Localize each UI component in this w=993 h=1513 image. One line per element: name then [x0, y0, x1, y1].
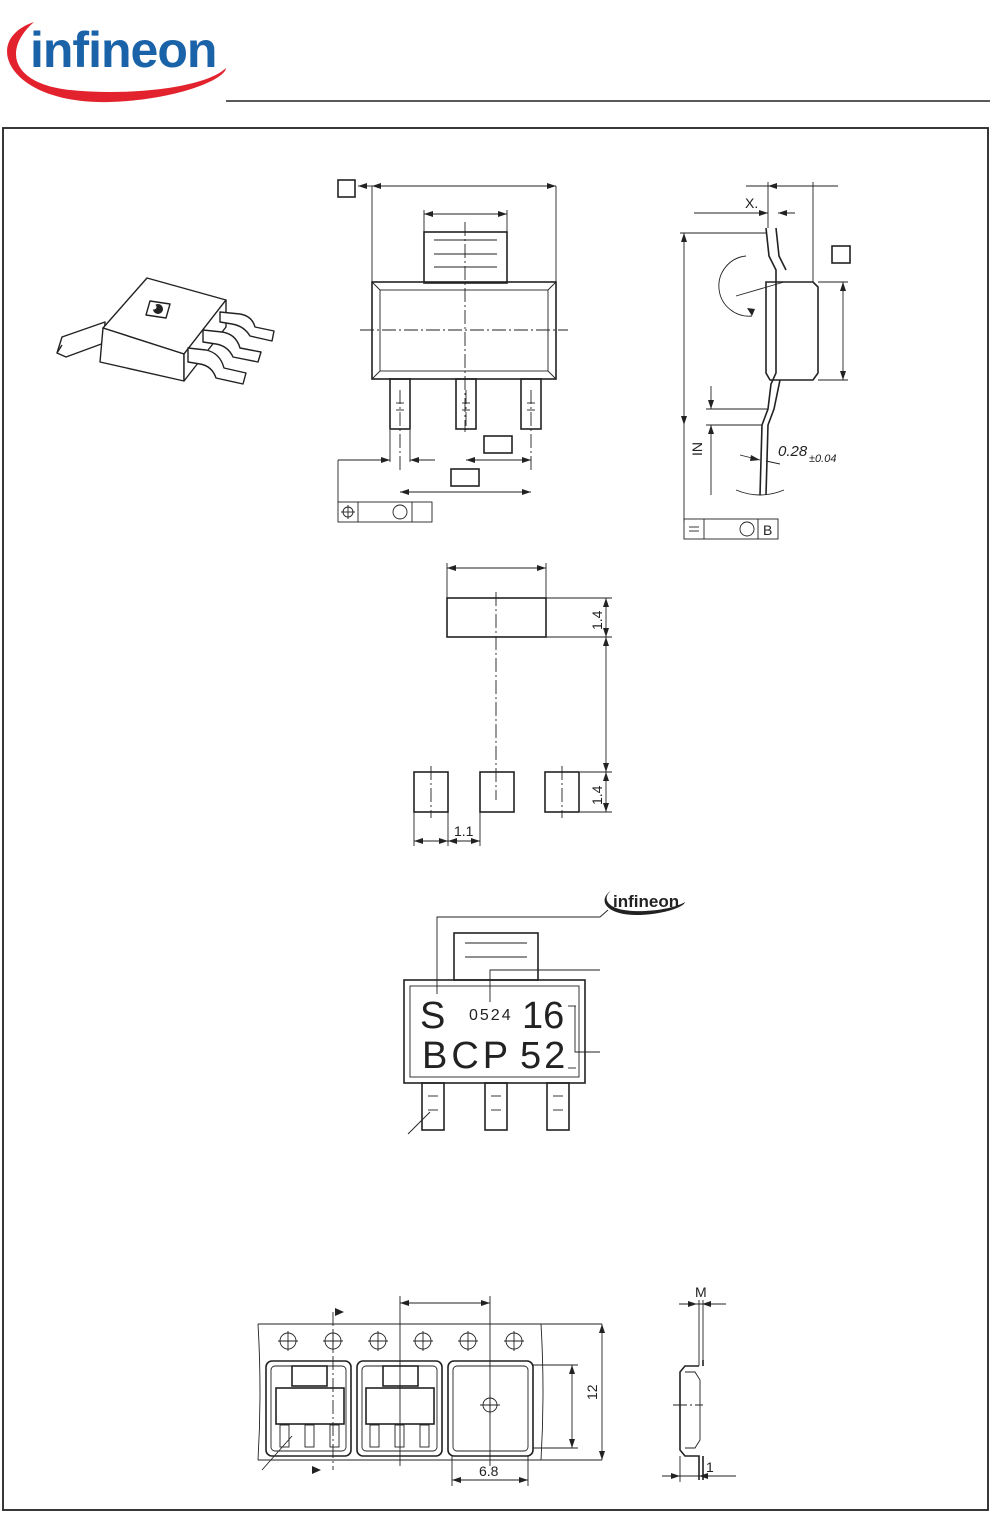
datum-box-b	[832, 246, 850, 263]
lead-thickness-tolerance: ±0.04	[809, 453, 837, 465]
label-m: M	[695, 1284, 707, 1300]
part-name: BCP	[422, 1035, 513, 1077]
marking-logo	[605, 890, 685, 915]
outline-top-view	[338, 180, 568, 522]
datum-b-label: B	[763, 522, 773, 538]
tape-section-view	[662, 1284, 736, 1482]
logo-wordmark: infineon	[30, 22, 217, 78]
tape-pitch-label: 6.8	[479, 1463, 499, 1479]
part-number: 52	[520, 1035, 569, 1077]
tape-view	[258, 1296, 605, 1486]
x-dimension-label: X.	[745, 195, 759, 211]
footprint-tab-pad	[447, 598, 546, 637]
tape-thickness-label: 1	[706, 1459, 714, 1475]
type-prefix: S	[420, 995, 446, 1037]
type-code: 16	[522, 995, 565, 1037]
pad-length-top-label: 1.4	[589, 610, 605, 630]
package-3d-view	[57, 278, 274, 384]
marking-view	[404, 890, 685, 1134]
tape-width-label: 12	[584, 1384, 600, 1400]
lead-thickness-value: 0.28	[778, 443, 808, 460]
footprint-pad-2	[480, 772, 514, 812]
footprint-view	[414, 563, 612, 846]
outline-side-view	[680, 182, 850, 539]
svg-text:infineon: infineon	[613, 892, 680, 911]
in-label: IN	[689, 442, 705, 456]
datum-box-a	[338, 180, 355, 197]
pad-length-bottom-label: 1.4	[589, 785, 605, 805]
infineon-logo	[7, 22, 226, 102]
date-code: 0524	[469, 1007, 513, 1024]
pad-spacing-label: 1.1	[454, 823, 474, 839]
